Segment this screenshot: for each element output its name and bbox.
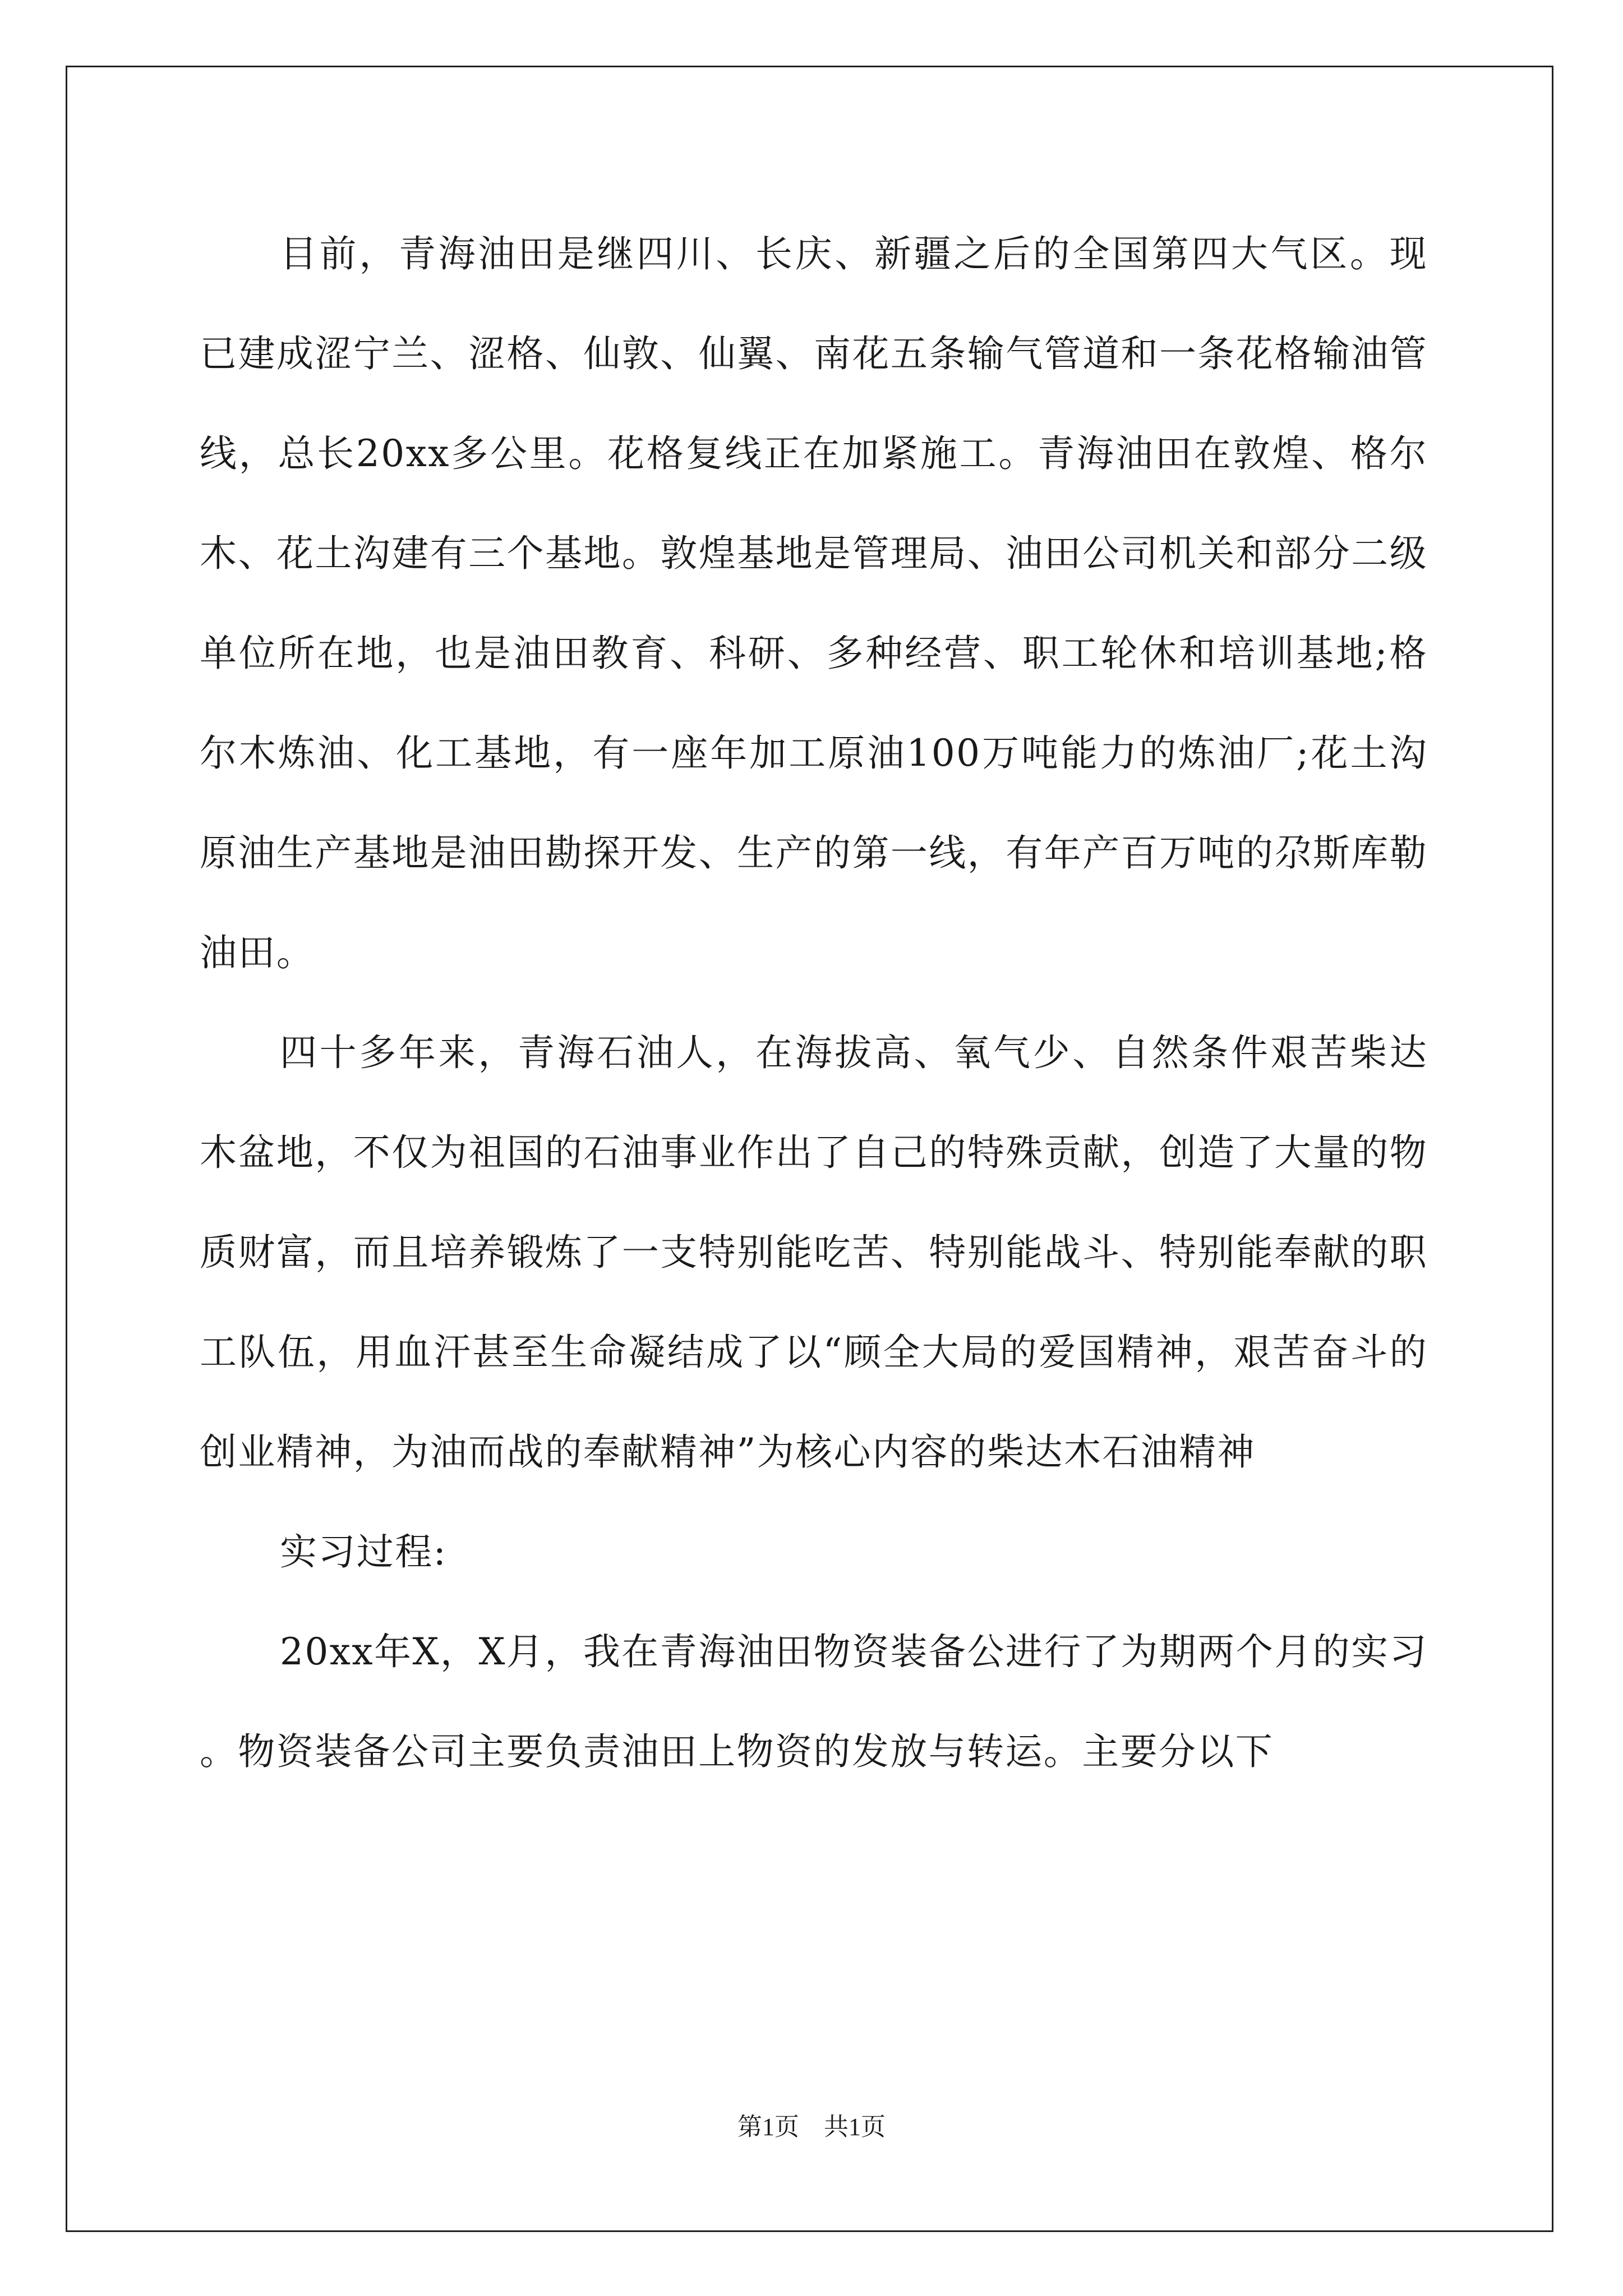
paragraph-qinghai-spirit: 四十多年来，青海石油人，在海拔高、氧气少、自然条件艰苦柴达木盆地，不仅为祖国的石油事业作出了自己的特殊贡献，创造了大量的物质财富，而且培养锻炼了一支特别能吃苦、特别能战斗、特别能奉献的职工队伍，用血汗甚至生命凝结成了以“顾全大局的爱国精神，艰苦奋斗的创业精神，为油而战的奉献精神”为核心内容的柴达木石油精神 xyxy=(200,1031,1428,1474)
paragraph-internship-process: 20xx年X，X月，我在青海油田物资装备公进行了为期两个月的实习。物资装备公司主要负责油田上物资的发放与转运。主要分以下 xyxy=(200,1630,1428,1773)
page-number-label: 第1页 共1页 xyxy=(737,2113,886,2141)
document-body xyxy=(200,204,1428,1802)
page-footer xyxy=(0,2110,1623,2144)
paragraph-internship-heading: 实习过程: xyxy=(280,1530,448,1573)
paragraph-oilfield-overview: 目前，青海油田是继四川、长庆、新疆之后的全国第四大气区。现已建成涩宁兰、涩格、仙敦、仙翼、南花五条输气管道和一条花格输油管线，总长20xx多公里。花格复线正在加紧施工。青海油田在敦煌、格尔木、花土沟建有三个基地。敦煌基地是管理局、油田公司机关和部分二级单位所在地，也是油田教育、科研、多种经营、职工轮休和培训基地;格尔木炼油、化工基地，有一座年加工原油100万吨能力的炼油厂;花土沟原油生产基地是油田勘探开发、生产的第一线，有年产百万吨的尕斯库勒油田。 xyxy=(200,232,1428,974)
